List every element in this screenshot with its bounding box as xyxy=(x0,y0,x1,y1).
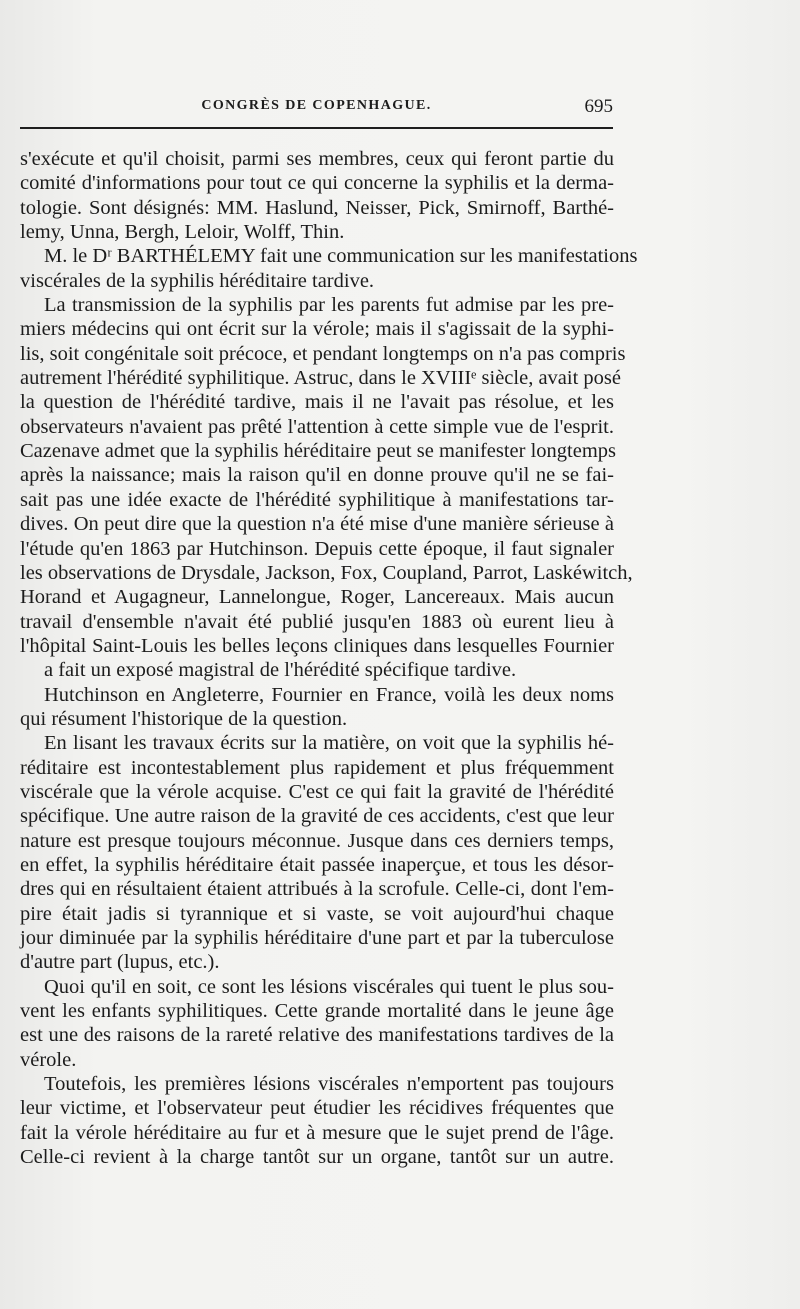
text-line: vent les enfants syphilitiques. Cette grande mortalité dans le jeune âge xyxy=(20,1000,614,1023)
text-line: les observations de Drysdale, Jackson, Fox, Coupland, Parrot, Laskéwitch, xyxy=(20,561,633,584)
header-rule xyxy=(20,127,613,129)
text-line: viscérales de la syphilis héréditaire tardive. xyxy=(20,269,375,292)
text-line: d'autre part (lupus, etc.). xyxy=(20,951,220,974)
text-line: pire était jadis si tyrannique et si vaste, se voit aujourd'hui chaque xyxy=(20,902,614,925)
text-line: viscérale que la vérole acquise. C'est ce qui fait la gravité de l'hérédité xyxy=(20,780,614,803)
text-line: Cazenave admet que la syphilis héréditaire peut se manifester longtemps xyxy=(20,440,617,463)
text-line: lis, soit congénitale soit précoce, et pendant longtemps on n'a pas compris xyxy=(20,342,626,365)
text-line: comité d'informations pour tout ce qui concerne la syphilis et la derma- xyxy=(20,172,614,195)
text-line: fait la vérole héréditaire au fur et à mesure que le sujet prend de l'âge. xyxy=(20,1121,614,1144)
text-line: Toutefois, les premières lésions viscérales n'emportent pas toujours xyxy=(44,1073,614,1096)
text-line: La transmission de la syphilis par les parents fut admise par les pre- xyxy=(44,294,614,317)
text-line: miers médecins qui ont écrit sur la vérole; mais il s'agissait de la syphi- xyxy=(20,318,614,341)
text-line: tologie. Sont désignés: MM. Haslund, Neisser, Pick, Smirnoff, Barthé- xyxy=(20,196,614,219)
text-line: observateurs n'avaient pas prêté l'attention à cette simple vue de l'esprit. xyxy=(20,415,614,438)
text-line: leur victime, et l'observateur peut étudier les récidives fréquentes que xyxy=(20,1097,614,1120)
text-line: l'étude qu'en 1863 par Hutchinson. Depuis cette époque, il faut signaler xyxy=(20,537,614,560)
text-line: lemy, Unna, Bergh, Leloir, Wolff, Thin. xyxy=(20,221,345,244)
running-head: CONGRÈS DE COPENHAGUE. xyxy=(201,98,432,113)
body-text xyxy=(20,147,638,1169)
text-line: nature est presque toujours méconnue. Jusque dans ces derniers temps, xyxy=(20,829,614,852)
text-line: Quoi qu'il en soit, ce sont les lésions viscérales qui tuent le plus sou- xyxy=(44,975,614,998)
text-line: dives. On peut dire que la question n'a été mise d'une manière sérieuse à xyxy=(20,513,614,536)
text-line: jour diminuée par la syphilis héréditaire d'une part et par la tuberculose xyxy=(20,927,614,949)
text-line: Hutchinson en Angleterre, Fournier en France, voilà les deux noms xyxy=(44,683,614,706)
page-number: 695 xyxy=(584,96,613,117)
text-line: sait pas une idée exacte de l'hérédité syphilitique à manifestations tar- xyxy=(20,488,614,511)
text-line: est une des raisons de la rareté relative des manifestations tardives de la xyxy=(20,1024,614,1047)
text-line: M. le Dʳ BARTHÉLEMY fait une communication sur les manifestations xyxy=(44,245,638,268)
text-line: l'hôpital Saint-Louis les belles leçons cliniques dans lesquelles Fournier xyxy=(20,634,614,657)
text-line: s'exécute et qu'il choisit, parmi ses membres, ceux qui feront partie du xyxy=(20,148,614,170)
text-line: Celle-ci revient à la charge tantôt sur un organe, tantôt sur un autre. xyxy=(20,1146,614,1169)
text-line: qui résument l'historique de la question. xyxy=(20,707,348,730)
text-line: après la naissance; mais la raison qu'il en donne prouve qu'il ne se fai- xyxy=(20,464,614,487)
text-line: réditaire est incontestablement plus rapidement et plus fréquemment xyxy=(20,756,614,779)
text-line: spécifique. Une autre raison de la gravité de ces accidents, c'est que leur xyxy=(20,805,614,828)
text-line: Horand et Augagneur, Lannelongue, Roger, Lancereaux. Mais aucun xyxy=(20,586,614,609)
text-line: la question de l'hérédité tardive, mais il ne l'avait pas résolue, et les xyxy=(20,391,614,414)
text-line: autrement l'hérédité syphilitique. Astruc, dans le XVIIIᵉ siècle, avait posé xyxy=(20,367,621,390)
text-line: vérole. xyxy=(20,1048,77,1071)
text-line: en effet, la syphilis héréditaire était passée inaperçue, et tous les désor- xyxy=(20,853,614,876)
page-header xyxy=(20,98,613,120)
text-line: travail d'ensemble n'avait été publié jusqu'en 1883 où eurent lieu à xyxy=(20,610,614,633)
text-line: En lisant les travaux écrits sur la matière, on voit que la syphilis hé- xyxy=(44,732,614,755)
text-line: a fait un exposé magistral de l'hérédité spécifique tardive. xyxy=(44,659,517,682)
text-line: dres qui en résultaient étaient attribués à la scrofule. Celle-ci, dont l'em- xyxy=(20,878,614,901)
